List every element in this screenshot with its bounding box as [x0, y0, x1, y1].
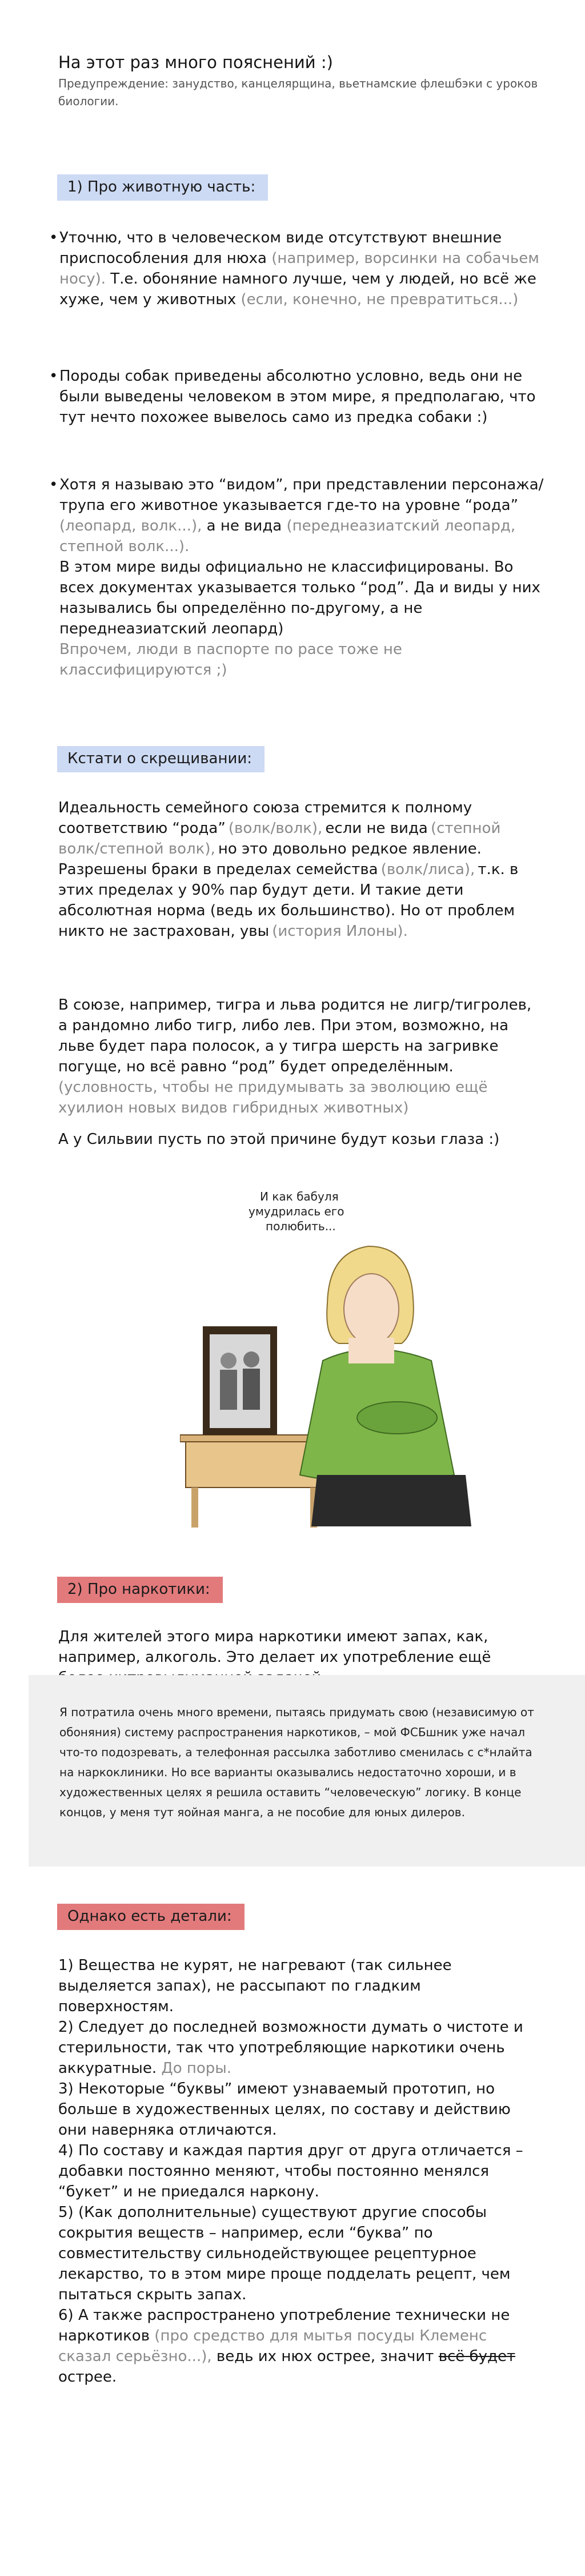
paragraph-aside: (волк/лиса),	[380, 861, 475, 878]
detail-item	[58, 2017, 541, 2079]
bullet-text: а не вида	[206, 517, 282, 535]
paragraph-aside: (степной волк/степной волк),	[58, 820, 501, 858]
page-title: На этот раз много пояснений :)	[58, 53, 333, 72]
paragraph-tiger-lion	[58, 995, 538, 1118]
bullet-aside: (если, конечно, не превратиться...)	[241, 291, 519, 308]
paragraph-aside: (история Илоны).	[272, 923, 408, 940]
speech-line-1: И как бабуля	[260, 1190, 339, 1203]
bullet-text: Т.е. обоняние намного лучше, чем у людей, но всё же хуже, чем у животных	[59, 270, 536, 308]
paragraph-text: Идеальность семейного союза стремится к полному соответствию “рода”	[58, 799, 472, 837]
paragraph-text: В союзе, например, тигра и льва родится не лигр/тигролев, а рандомно либо тигр, либо лев. При этом, возможно, на льве будет пара полосок, а у тигра шерсть на загривке погуще, но всё равно “род” будет определённым.	[58, 996, 532, 1075]
detail-item: 3) Некоторые “буквы” имеют узнаваемый прототип, но больше в художественных целях, по составу и действию они наверняка отличаются.	[58, 2080, 511, 2139]
detail-strike: всё будет	[438, 2348, 516, 2365]
warning-note: Предупреждение: занудство, канцелярщина, вьетнамские флешбэки с уроков биологии.	[58, 77, 538, 108]
bullet-smell	[49, 228, 552, 310]
paragraph-text: но это довольно редкое явление. Разрешены браки в пределах семейства	[58, 840, 482, 878]
detail-item: 5) (Как дополнительные) существуют другие способы сокрытия веществ – например, если “буква” по совместительству сильнодействующее рецептурное лекарство, то в этом мире проще подделать рецепт, чем пытаться скрыть запах.	[58, 2204, 511, 2303]
author-note-box	[29, 1675, 585, 1867]
speech-text	[249, 1190, 348, 1233]
speech-line-3: полюбить...	[266, 1219, 336, 1233]
section-header-drugs: 2) Про наркотики:	[57, 1577, 223, 1603]
detail-text: 2) Следует до последней возможности думать о чистоте и стерильности, так что употребляющие наркотики очень аккуратные.	[58, 2019, 523, 2077]
paragraph-text: если не вида	[325, 820, 428, 837]
detail-item	[58, 2305, 541, 2387]
author-note-text: Я потратила очень много времени, пытаясь придумать свою (независимую от обоняния) систему распространения наркотиков, – мой ФСБшник уже начал что-то подозревать, а телефонная рассылка заботливо сменилась с с*нлайта на наркоклиники. Но все варианты оказывались недостаточно хороши, и в художественных целях я решила оставить “человеческую” логику. В конце концов, у меня тут яойная манга, а не пособие для юных дилеров.	[59, 1705, 534, 1819]
bullet-dot: •	[49, 476, 58, 493]
paragraph-family	[58, 797, 538, 942]
bullet-aside: (переднеазиатский леопард, степной волк...).	[59, 517, 516, 555]
bullet-aside: (леопард, волк...),	[59, 517, 202, 535]
paragraph-text: т.к. в этих пределах у 90% пар будут дети. И такие дети абсолютная норма (ведь их большинство). Но от проблем никто не застрахован, увы	[58, 861, 519, 940]
paragraph-aside: (волк/волк),	[228, 820, 323, 837]
detail-aside: До поры.	[161, 2060, 232, 2077]
bullet-text: Породы собак приведены абсолютно условно, ведь они не были выведены человеком в этом мире, я предполагаю, что тут нечто похожее вывелось само из предка собаки :)	[59, 368, 536, 426]
bullet-dot: •	[49, 368, 58, 385]
detail-text: ведь их нюх острее, значит	[216, 2348, 434, 2365]
paragraph-sylvia: А у Сильвии пусть по этой причине будут козьи глаза :)	[58, 1131, 500, 1148]
bullet-dot: •	[49, 229, 58, 246]
bullet-aside: Впрочем, люди в паспорте по расе тоже не классифицируются ;)	[59, 641, 402, 679]
illustration-drawing	[180, 1178, 477, 1532]
speech-line-2: умудрилась его	[249, 1205, 344, 1218]
section-header-crossbreeding: Кстати о скрещивании:	[57, 746, 265, 772]
detail-item: 1) Вещества не курят, не нагревают (так сильнее выделяется запах), не рассыпают по гладким поверхностям.	[58, 1957, 452, 2015]
detail-item: 4) По составу и каждая партия друг от друга отличается – добавки постоянно меняют, чтобы постоянно менялся “букет” и не приедался наркону.	[58, 2142, 523, 2200]
bullet-text: Хотя я называю это “видом”, при представлении персонажа/трупа его животное указывается где-то на уровне “рода”	[59, 476, 544, 514]
detail-text: острее.	[58, 2368, 117, 2386]
paragraph-drugs: Для жителей этого мира наркотики имеют запах, как, например, алкоголь. Это делает их употребление ещё	[58, 1628, 491, 1666]
bullet-species	[49, 474, 552, 680]
section-header-details: Однако есть детали:	[57, 1904, 245, 1930]
bullet-text: В этом мире виды официально не классифицированы. Во всех документах указывается только “род”. Да и виды у них назывались бы определённо по-другому, а не переднеазиатский леопард)	[59, 559, 540, 637]
detail-text: 6) А также распространено употребление технически не наркотиков	[58, 2307, 510, 2344]
bullet-aside: (например, ворсинки на собачьем носу).	[59, 250, 539, 288]
detail-aside: (про средство для мытья посуды Клеменс сказал серьёзно...),	[58, 2327, 487, 2365]
illustration	[180, 1178, 477, 1532]
bullet-breeds	[49, 366, 552, 428]
paragraph-aside: (условность, чтобы не придумывать за эволюцию ещё хуилион новых видов гибридных животных)	[58, 1079, 488, 1116]
bullet-text: Уточню, что в человеческом виде отсутствуют внешние приспособления для нюха	[59, 229, 502, 267]
section-header-animal: 1) Про животную часть:	[57, 174, 268, 201]
details-list	[58, 1955, 541, 2387]
